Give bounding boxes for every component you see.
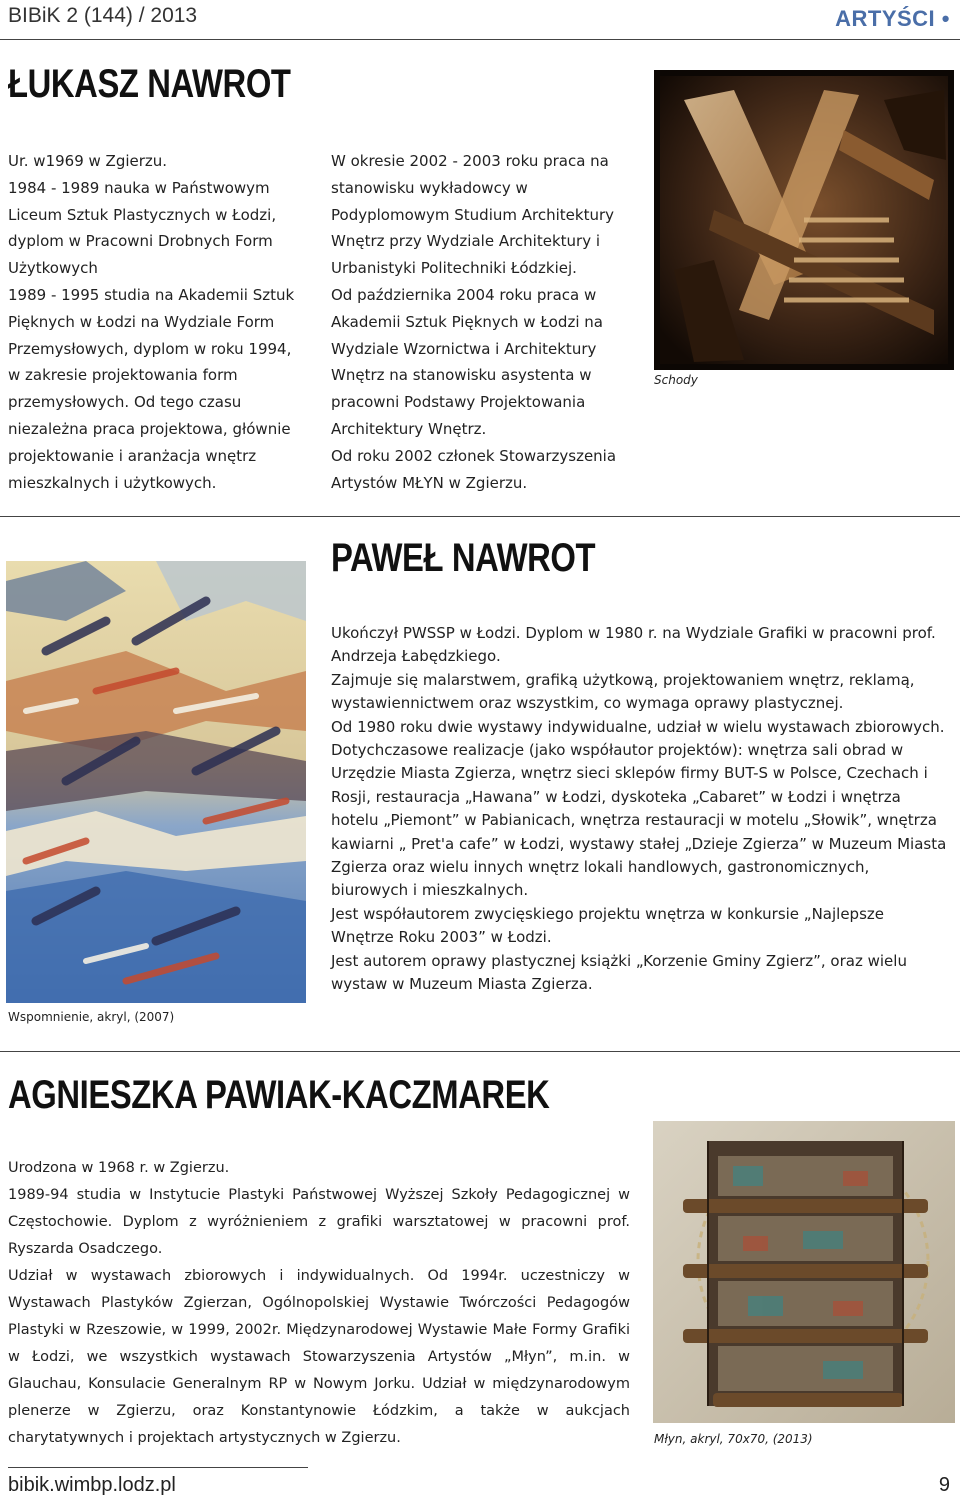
stairs-caption: Schody bbox=[654, 373, 698, 387]
lukasz-col1-p1: Ur. w1969 w Zgierzu. bbox=[8, 152, 168, 170]
agnieszka-bio bbox=[8, 1155, 630, 1452]
lukasz-col2-p3: Od roku 2002 członek Stowarzyszenia Artystów MŁYN w Zgierzu. bbox=[331, 446, 617, 492]
journal-title: BIBiK 2 (144) / 2013 bbox=[8, 4, 198, 27]
pawel-p3: Od 1980 roku dwie wystawy indywidualne, udział w wielu wystawach zbiorowych. bbox=[331, 717, 945, 736]
painting-mlyn bbox=[653, 1121, 955, 1423]
painting-wspomnienie-caption: Wspomnienie, akryl, (2007) bbox=[8, 1010, 175, 1024]
lukasz-bio-col1 bbox=[8, 148, 308, 496]
painting-wspomnienie bbox=[6, 561, 306, 1003]
artist-name-pawel: PAWEŁ NAWROT bbox=[331, 536, 596, 580]
pawel-bio bbox=[331, 622, 951, 997]
lukasz-col2-p2: Od października 2004 roku praca w Akademii Sztuk Pięknych w Łodzi na Wydziale Wzornictwa i Architektury Wnętrz na stanowisku asystenta w pracowni Podstawy Projektowania Architektury Wnętrz. bbox=[331, 285, 603, 438]
artist-name-agnieszka: AGNIESZKA PAWIAK-KACZMAREK bbox=[8, 1073, 550, 1117]
page-number: 9 bbox=[938, 1474, 950, 1496]
pawel-p1: Ukończył PWSSP w Łodzi. Dyplom w 1980 r. na Wydziale Grafiki w pracowni prof. Andrzeja Łabędzkiego. bbox=[331, 624, 936, 666]
section-rule-2 bbox=[0, 1051, 960, 1052]
agnieszka-p3: Udział w wystawach zbiorowych i indywidualnych. Od 1994r. uczestniczy w Wystawach Plastyków Zgierzan, Ogólnopolskiej Wystawie Twórczości Pedagogów Plastyki w Rzeszowie, w 1999, 2002r. Międzynarodowej Wystawie Małe Formy Grafiki w Łodzi, we wszystkich wystawach Stowarzyszenia Artystów „Młyn”, m.in. w Glauchau, Konsulacie Generalnym RP w Nowym Jorku. Udział w międzynarodowym plenerze w Zgierzu, oraz Konstantynowie Łódzkim, a także w aukcjach charytatywnych i projektach artystycznych w Zgierzu. bbox=[8, 1268, 630, 1446]
stairs-photo bbox=[654, 70, 954, 370]
lukasz-col1-p2: 1984 - 1989 nauka w Państwowym Liceum Sztuk Plastycznych w Łodzi, dyplom w Pracowni Drobnych Form Użytkowych bbox=[8, 178, 277, 278]
section-rule-1 bbox=[0, 516, 960, 517]
pawel-p5: Jest współautorem zwycięskiego projektu wnętrza w konkursie „Najlepsze Wnętrze Roku 2003” w Łodzi. bbox=[331, 904, 884, 947]
artist-name-lukasz: ŁUKASZ NAWROT bbox=[8, 62, 291, 106]
lukasz-col1-p3: 1989 - 1995 studia na Akademii Sztuk Pięknych w Łodzi na Wydziale Form Przemysłowych, dyplom w roku 1994, w zakresie projektowania form przemysłowych. Od tego czasu niezależna praca projektowa, głównie projektowanie i aranżacja wnętrz mieszkalnych i użytkowych. bbox=[8, 285, 295, 492]
lukasz-bio-col2 bbox=[331, 148, 631, 496]
section-title: ARTYŚCI • bbox=[835, 6, 950, 31]
header-rule bbox=[0, 39, 960, 40]
agnieszka-p1: Urodzona w 1968 r. w Zgierzu. bbox=[8, 1160, 230, 1176]
pawel-p4: Dotychczasowe realizacje (jako współautor projektów): wnętrza sali obrad w Urzędzie Miasta Zgierza, wnętrz sieci sklepów firmy BUT-S w Polsce, Czechach i Rosji, restauracja „Hawana” w Łodzi, dyskoteka „Cabaret” w Łodzi i wnętrza hotelu „Piemont” w Pabianicach, wnętrza restauracji w motelu „Słowik”, wnętrza kawiarni „ Pret'a cafe” w Łodzi, wystawy stałej „Dzieje Zgierza” w Muzeum Miasta Zgierza oraz wielu innych wnętrz lokali handlowych, gastronomicznych, biurowych i mieszkalnych. bbox=[331, 741, 947, 900]
footer-url[interactable]: bibik.wimbp.lodz.pl bbox=[8, 1474, 176, 1496]
agnieszka-p2: 1989-94 studia w Instytucie Plastyki Państwowej Wyższej Szkoły Pedagogicznej w Częstochowie. Dyplom z wyróżnieniem z grafiki warsztatowej w pracowni prof. Ryszarda Osadczego. bbox=[8, 1187, 630, 1257]
pawel-p2: Zajmuje się malarstwem, grafiką użytkową, projektowaniem wnętrz, reklamą, wystawiennictwem oraz wszystkim, co wymaga oprawy plastycznej. bbox=[331, 670, 915, 713]
pawel-p6: Jest autorem oprawy plastycznej książki „Korzenie Gminy Zgierz”, oraz wielu wystaw w Muzeum Miasta Zgierza. bbox=[331, 951, 907, 994]
lukasz-col2-p1: W okresie 2002 - 2003 roku praca na stanowisku wykładowcy w Podyplomowym Studium Architektury Wnętrz przy Wydziale Architektury i Urbanistyki Politechniki Łódzkiej. bbox=[331, 152, 615, 278]
footer-rule bbox=[8, 1467, 308, 1468]
painting-mlyn-caption: Młyn, akryl, 70x70, (2013) bbox=[654, 1432, 813, 1446]
